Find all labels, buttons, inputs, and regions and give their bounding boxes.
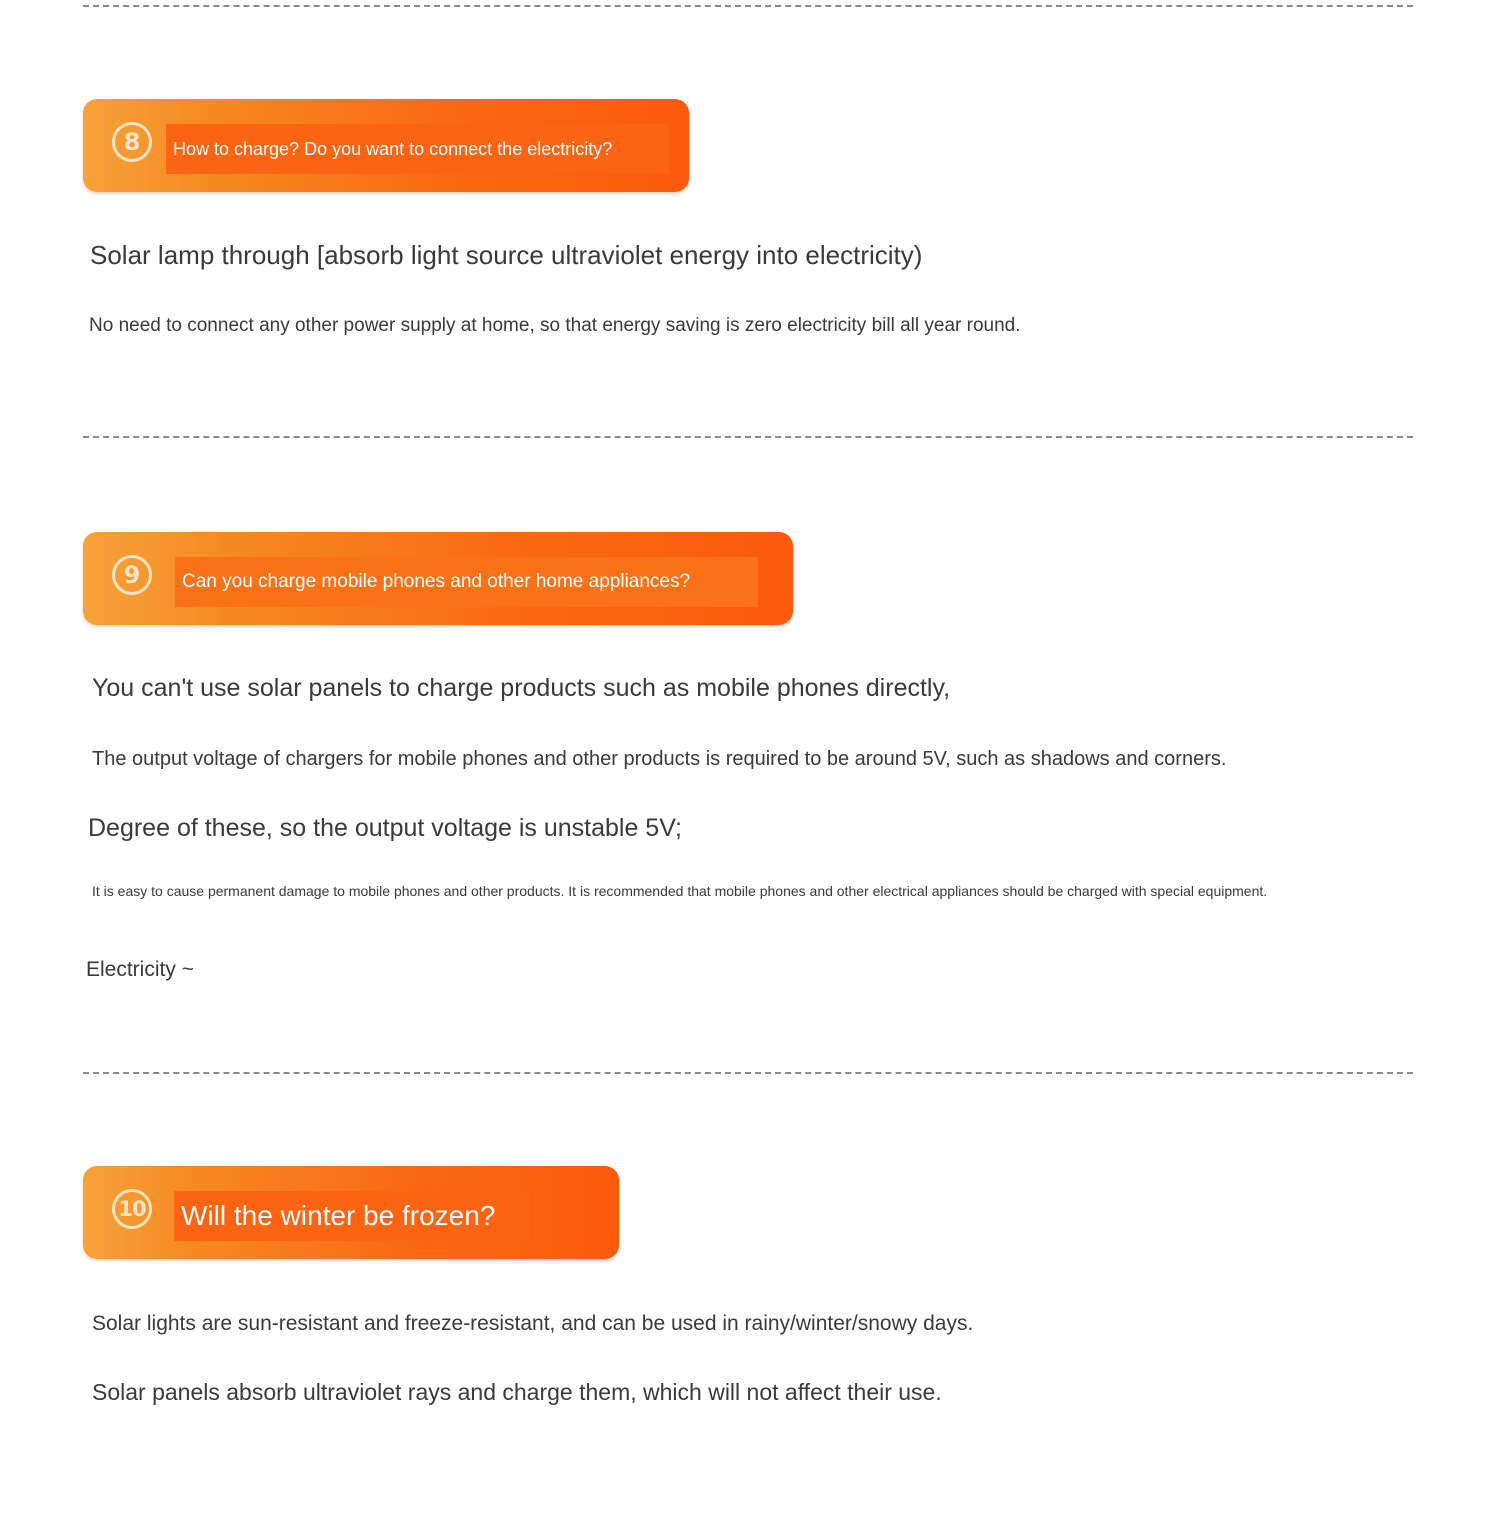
section-divider — [83, 436, 1413, 438]
answer-9-line-4: It is easy to cause permanent damage to mobile phones and other products. It is recommended that mobile phones and other electrical appliances should be charged with special equipment. — [92, 883, 1268, 899]
section-divider — [83, 5, 1413, 7]
number-badge-10: 10 — [112, 1189, 152, 1229]
faq-banner-8 — [83, 99, 689, 192]
answer-9-line-5: Electricity ~ — [86, 958, 194, 981]
answer-8-line-2: No need to connect any other power supply at home, so that energy saving is zero electricity bill all year round. — [89, 315, 1021, 336]
question-8: How to charge? Do you want to connect the electricity? — [166, 124, 669, 174]
answer-10-line-2: Solar panels absorb ultraviolet rays and charge them, which will not affect their use. — [92, 1379, 942, 1405]
faq-banner-9 — [83, 532, 793, 625]
question-10: Will the winter be frozen? — [174, 1191, 529, 1241]
section-divider — [83, 1072, 1413, 1074]
answer-10-line-1: Solar lights are sun-resistant and freeze-resistant, and can be used in rainy/winter/snowy days. — [92, 1312, 974, 1335]
faq-banner-10 — [83, 1166, 619, 1259]
answer-8-line-1: Solar lamp through [absorb light source ultraviolet energy into electricity) — [90, 240, 923, 270]
question-9: Can you charge mobile phones and other home appliances? — [175, 557, 758, 607]
answer-9-line-1: You can't use solar panels to charge products such as mobile phones directly, — [92, 674, 951, 702]
answer-9-line-2: The output voltage of chargers for mobile phones and other products is required to be around 5V, such as shadows and corners. — [92, 748, 1227, 770]
number-badge-8: 8 — [112, 122, 152, 162]
answer-9-line-3: Degree of these, so the output voltage is unstable 5V; — [88, 814, 682, 842]
number-badge-9: 9 — [112, 555, 152, 595]
